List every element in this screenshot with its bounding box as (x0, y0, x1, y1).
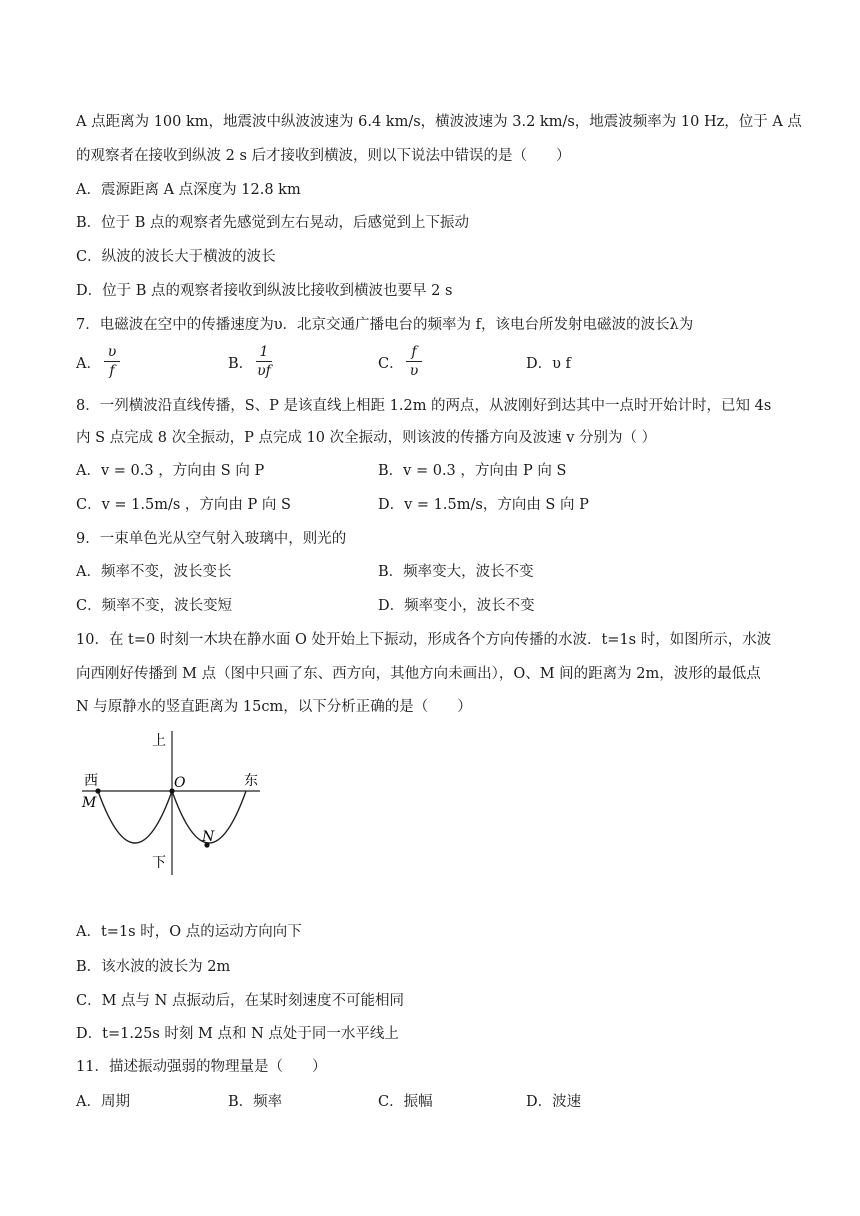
q9-option-d: D．频率变小，波长不变 (378, 598, 535, 614)
label-n: N (202, 829, 215, 845)
q7-option-b-label: B． (228, 356, 254, 372)
label-east: 东 (244, 773, 258, 789)
q10-stem-line3: N 与原静水的竖直距离为 15cm，以下分析正确的是（ ） (76, 699, 472, 715)
q10-option-b: B．该水波的波长为 2m (76, 959, 231, 975)
water-wave-figure (76, 725, 276, 885)
q11-option-b: B．频率 (228, 1094, 283, 1110)
q8-stem-line1: 8．一列横波沿直线传播，S、P 是该直线上相距 1.2m 的两点，从波刚好到达其中一点时开始计时，已知 4s (76, 398, 772, 414)
q7-option-a-denominator: f (109, 363, 115, 379)
label-up: 上 (152, 733, 166, 749)
q10-stem-line1: 10．在 t=0 时刻一木块在静水面 O 处开始上下振动，形成各个方向传播的水波．t=1s 时，如图所示，水波 (76, 632, 772, 648)
q10-option-a: A．t=1s 时，O 点的运动方向向下 (76, 924, 302, 940)
q7-option-b-fraction (256, 344, 272, 379)
q11-option-d: D．波速 (526, 1094, 582, 1110)
q11-option-a: A．周期 (76, 1094, 130, 1110)
fraction-bar (256, 361, 272, 362)
q6-option-a: A．震源距离 A 点深度为 12.8 km (76, 182, 301, 198)
q7-option-a-fraction (104, 344, 120, 379)
q6-option-c: C．纵波的波长大于横波的波长 (76, 249, 276, 265)
q10-option-c: C．M 点与 N 点振动后，在某时刻速度不可能相同 (76, 993, 404, 1009)
q6-option-d: D．位于 B 点的观察者接收到纵波比接收到横波也要早 2 s (76, 283, 453, 299)
label-o: O (174, 775, 186, 791)
q9-stem: 9．一束单色光从空气射入玻璃中，则光的 (76, 531, 347, 547)
label-down: 下 (152, 855, 166, 871)
q7-option-c-denominator: υ (409, 363, 419, 379)
q6-stem-line1: A 点距离为 100 km，地震波中纵波波速为 6.4 km/s，横波波速为 3.2 km/s，地震波频率为 10 Hz，位于 A 点 (76, 114, 802, 130)
q7-option-c-label: C． (378, 356, 404, 372)
q7-stem: 7．电磁波在空中的传播速度为υ．北京交通广播电台的频率为 f，该电台所发射电磁波的波长λ为 (76, 317, 694, 333)
q7-option-d: D．υ f (526, 356, 571, 372)
q7-option-b-denominator: υf (257, 363, 271, 379)
q11-stem: 11．描述振动强弱的物理量是（ ） (76, 1059, 327, 1075)
q9-option-b: B．频率变大，波长不变 (378, 564, 534, 580)
q9-option-c: C．频率不变，波长变短 (76, 598, 233, 614)
q7-option-b-numerator: 1 (259, 344, 269, 360)
fraction-bar (104, 361, 120, 362)
q9-option-a: A．频率不变，波长变长 (76, 564, 232, 580)
q8-option-d: D．v = 1.5m/s，方向由 S 向 P (378, 497, 589, 513)
q7-option-c-numerator: f (411, 344, 417, 360)
q11-option-c: C．振幅 (378, 1094, 433, 1110)
q8-option-a: A．v = 0.3 ，方向由 S 向 P (76, 463, 265, 479)
q7-option-a-label: A． (76, 356, 101, 372)
label-west: 西 (84, 773, 98, 789)
point-m-dot (95, 788, 100, 793)
q8-stem-line2: 内 S 点完成 8 次全振动，P 点完成 10 次全振动，则该波的传播方向及波速 v 分别为（ ） (76, 430, 657, 446)
q7-option-a-numerator: υ (107, 344, 117, 360)
q8-option-c: C．v = 1.5m/s ，方向由 P 向 S (76, 497, 291, 513)
q10-stem-line2: 向西刚好传播到 M 点（图中只画了东、西方向，其他方向未画出），O、M 间的距离为 2m，波形的最低点 (76, 666, 761, 682)
q10-option-d: D．t=1.25s 时刻 M 点和 N 点处于同一水平线上 (76, 1026, 399, 1042)
q8-option-b: B．v = 0.3 ，方向由 P 向 S (378, 463, 567, 479)
q6-option-b: B．位于 B 点的观察者先感觉到左右晃动，后感觉到上下振动 (76, 215, 470, 231)
q7-option-c-fraction (406, 344, 422, 379)
q6-stem-line2: 的观察者在接收到纵波 2 s 后才接收到横波，则以下说法中错误的是（ ） (76, 148, 571, 164)
label-m: M (82, 795, 97, 811)
fraction-bar (406, 361, 422, 362)
